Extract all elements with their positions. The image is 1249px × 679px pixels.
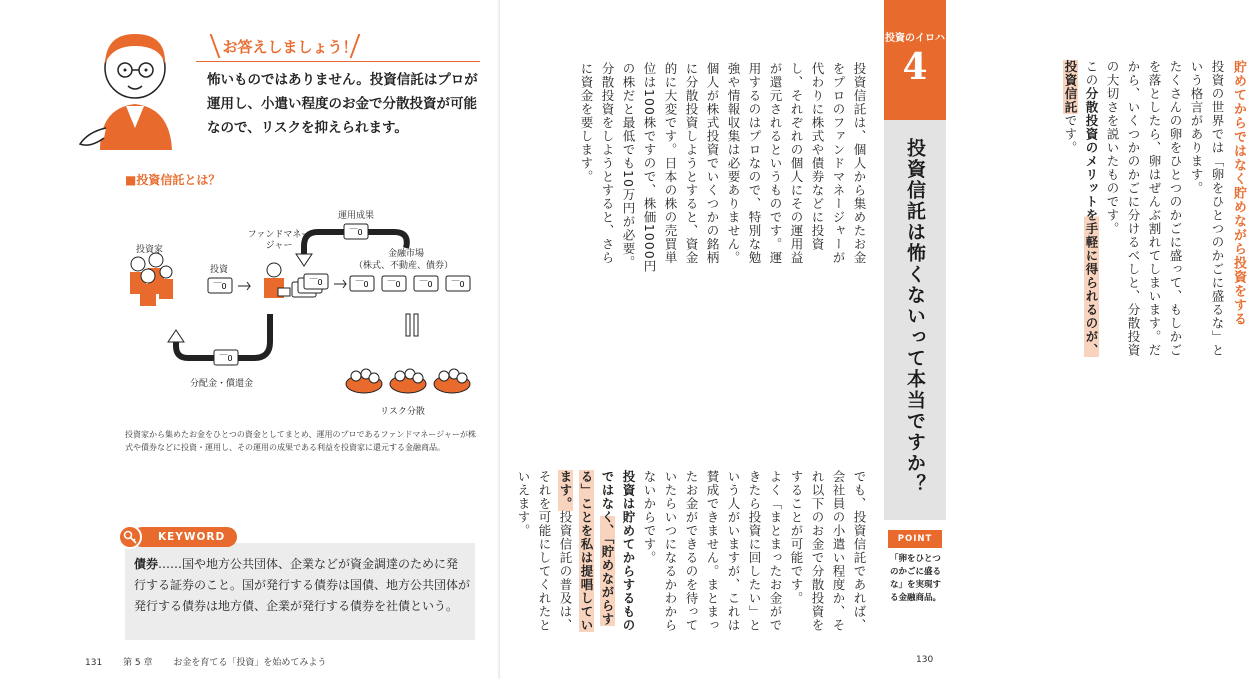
label-invest: 投資: [210, 265, 229, 275]
sidebar-title: 投資信託は怖くないって本当ですか？: [904, 138, 926, 495]
keyword-text: [134, 554, 470, 617]
point-text: 「卵をひとつのかごに盛るな」を実現する金融商品。: [890, 554, 942, 603]
label-distribution: 分配金・償還金: [190, 379, 254, 389]
svg-text:￣0: ￣0: [309, 278, 323, 287]
body-paragraph-3a: この: [1084, 60, 1099, 87]
svg-text:￣0: ￣0: [219, 354, 233, 363]
label-investor: 投資家: [136, 245, 164, 255]
body-paragraph-3b: です。: [1063, 114, 1078, 155]
sidebar-header: [884, 0, 946, 120]
key-icon: [118, 525, 142, 549]
answer-title: お答えしましょう！: [222, 38, 358, 56]
market-stocks-icon: [350, 276, 470, 291]
body-paragraph-8: 投資信託の普及は、それを可能にしてくれたといえます。: [516, 470, 573, 632]
investment-trust-diagram: [118, 196, 488, 426]
left-page: [0, 0, 500, 679]
money-bill-icon: [208, 278, 232, 293]
answer-text: 怖いものではありません。投資信託はプロが運用し、小遣い程度のお金で分散投資が可能なので、リスクを抑えられます。: [207, 72, 478, 136]
body-paragraph-4: 投資信託は、個人から集めたお金をプロのファンドマネージャーが代わりに株式や債券などに投資し、それぞれの個人にその運用益が還元されるというものです。運用するのはプロなので、特別な勉強や情報収集は必要ありません。: [726, 62, 867, 265]
svg-text:￣0: ￣0: [387, 280, 401, 289]
label-market-sub: （株式、不動産、債券）: [354, 261, 454, 271]
body-paragraph-6: でも、投資信託であれば、会社員の小遣い程度か、それ以下のお金で分散投資をすることが可能です。: [789, 470, 867, 632]
left-folio: 131: [85, 658, 103, 668]
right-column-bottom: [516, 470, 870, 640]
advisor-illustration: [70, 20, 200, 150]
svg-text:￣0: ￣0: [355, 280, 369, 289]
egg-baskets-icon: [346, 369, 470, 393]
keyword-tag: KEYWORD: [132, 527, 237, 547]
svg-text:￣0: ￣0: [349, 228, 363, 237]
right-text-upper: [1060, 60, 1249, 365]
lead-heading: 貯めてからではなく貯めながら投資をする: [1231, 60, 1246, 326]
body-paragraph-7: よく「まとまったお金ができたら投資に回したい」という人がいますが、これは賛成できません。まとまったお金ができるのを待っていたらいつになるかわからないからです。: [642, 470, 783, 632]
svg-text:￣0: ￣0: [213, 282, 227, 291]
right-folio: 130: [916, 655, 934, 665]
body-paragraph-2: たくさんの卵をひとつのかごに盛って、もしかごを落としたら、卵はぜんぶ割れてしまいます。だから、いくつかのかごに分けるべしと、分散投資の大切さを説いたものです。: [1105, 60, 1183, 357]
sidebar-number: 4: [902, 46, 928, 88]
diagram-caption: 投資家から集めたお金をひとつの資金としてまとめ、運用のプロであるファンドマネージャーが株式や債券などに投資・運用し、その運用の成果である利益を投資家に還元する金融商品。: [125, 430, 477, 452]
keyword-dots: ……: [158, 557, 183, 571]
svg-text:￣0: ￣0: [419, 280, 433, 289]
point-tag: POINT: [888, 530, 942, 548]
chapter-title: お金を育てる「投資」を始めてみよう: [173, 658, 327, 668]
sidebar-iroha: 投資のイロハ: [885, 33, 945, 44]
left-footer: [85, 655, 505, 668]
money-bundle-icon: [292, 274, 328, 297]
label-risk: リスク分散: [380, 407, 425, 417]
body-highlight-1: 分散投資のメリットを手軽に得られるのが、投資信託: [1063, 60, 1099, 357]
keyword-term: 債券: [134, 557, 159, 571]
chapter-number: 第 5 章: [123, 658, 153, 668]
body-paragraph-5: 個人が株式投資でいくつかの銘柄に分散投資しようとすると、資金的に大変です。日本の株の売買単位は100株ですので、株価1000円の株だと最低でも10万円が必要。分散投資をしようとすると、さらに資金を要します。: [579, 62, 720, 274]
answer-heading: [200, 32, 380, 62]
svg-text:￣0: ￣0: [451, 280, 465, 289]
distribution-bill-icon: [214, 350, 238, 365]
right-column-top: [555, 62, 870, 274]
body-paragraph-1: 投資の世界では「卵をひとつのかごに盛るな」という格言があります。: [1189, 60, 1225, 357]
answer-divider: [196, 61, 480, 62]
label-results: 運用成果: [338, 211, 375, 221]
section-title: ■投資信託とは？: [125, 173, 221, 187]
fund-manager-icon: [264, 263, 290, 298]
results-bill-icon: [344, 224, 368, 239]
label-market: 金融市場: [388, 249, 425, 259]
body-highlight-2: 投資は貯めてからするものではなく、「貯めながらする」ことを私は提唱しています。: [558, 470, 636, 632]
label-fund-manager: ファンドマネージャー: [247, 230, 311, 251]
keyword-body: 国や地方公共団体、企業などが資金調達のために発行する証券のこと。国が発行する債券は国債、地方公共団体が発行する債券は地方債、企業が発行する債券を社債という。: [134, 557, 471, 613]
investors-icon: [130, 253, 173, 306]
